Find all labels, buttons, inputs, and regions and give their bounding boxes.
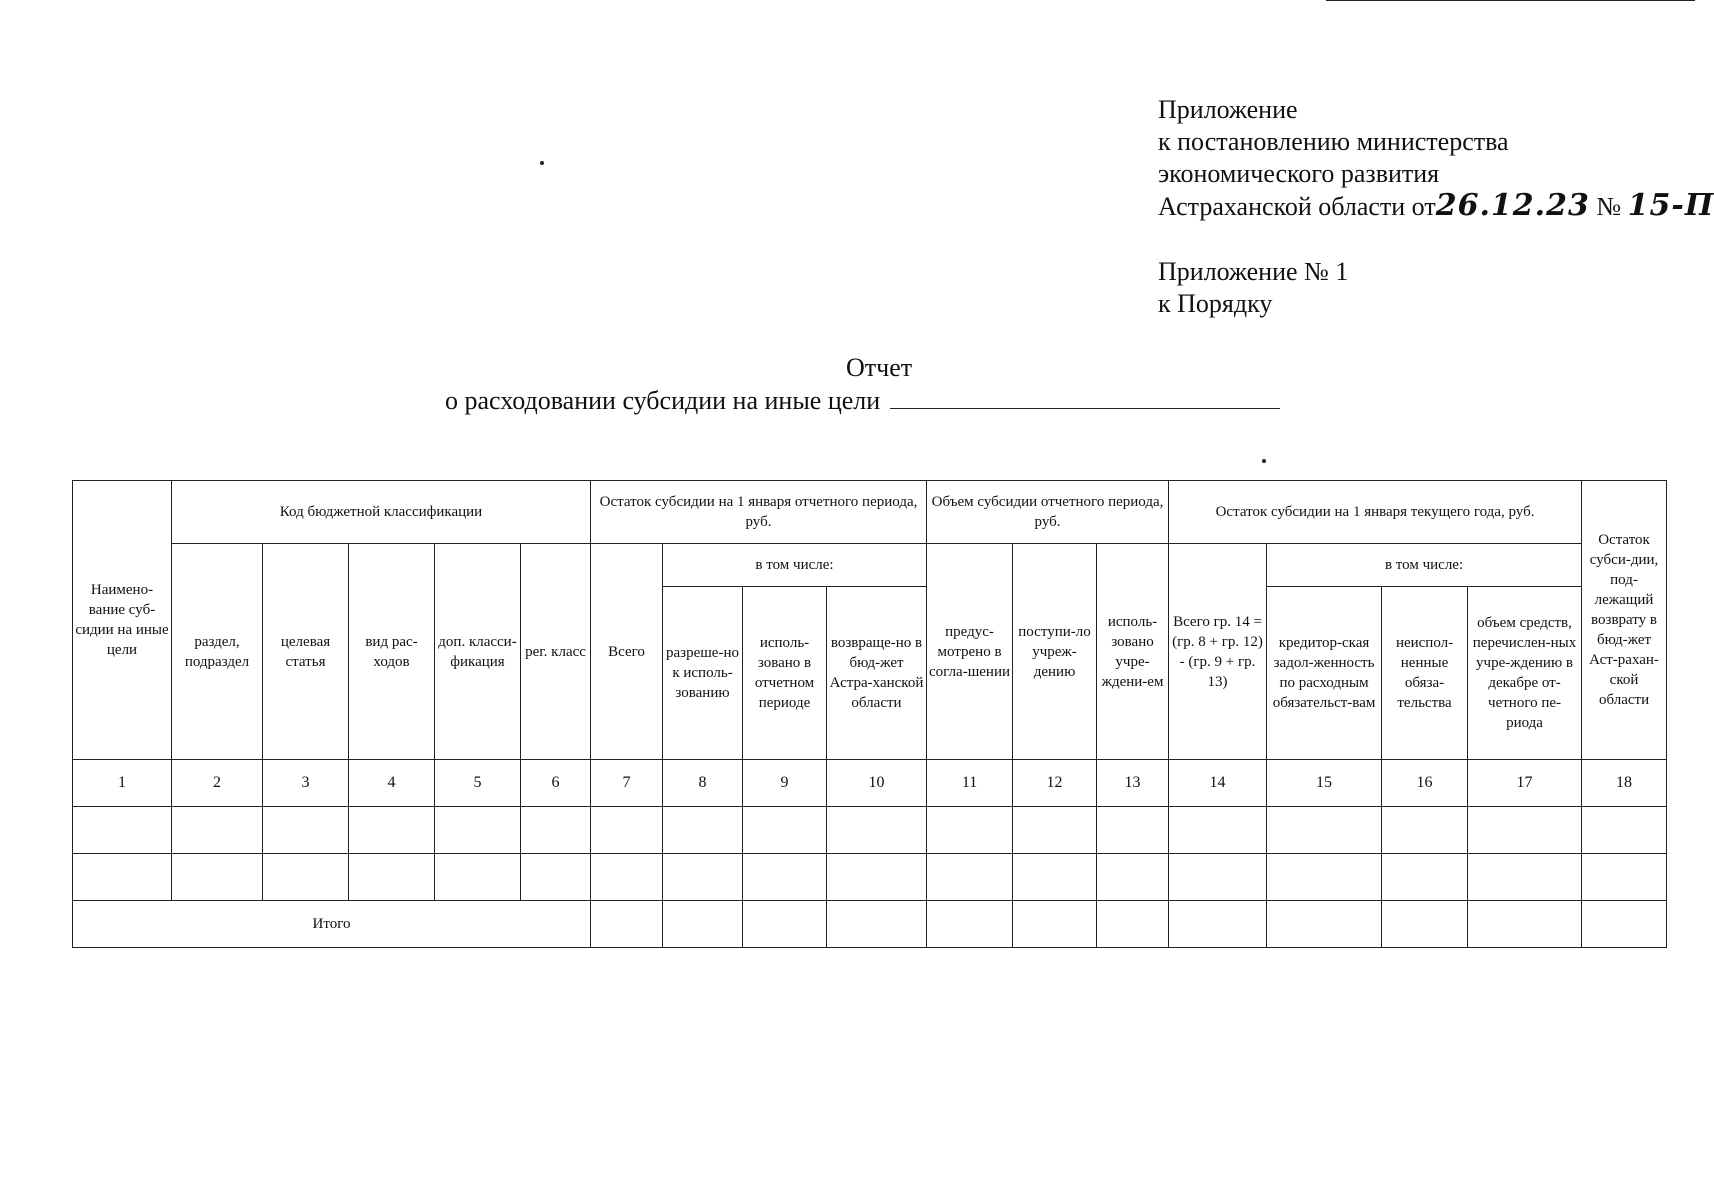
empty-cell xyxy=(1582,901,1667,948)
empty-cell xyxy=(1097,901,1169,948)
empty-cell xyxy=(172,807,263,854)
report-subtitle xyxy=(445,386,1280,416)
empty-cell xyxy=(743,901,827,948)
annex-line-4-prefix: Астраханской области от xyxy=(1158,192,1436,221)
empty-cell xyxy=(521,854,591,901)
empty-cell xyxy=(1267,807,1382,854)
header-kbk-reg: рег. класс xyxy=(521,544,591,760)
empty-cell xyxy=(1468,807,1582,854)
empty-cell xyxy=(1582,807,1667,854)
empty-cell xyxy=(1468,854,1582,901)
annex2-line-1: Приложение № 1 xyxy=(1158,257,1349,286)
header-subsidy-name: Наимено-вание суб-сидии на иные цели xyxy=(73,481,172,760)
header-returned: возвраще-но в бюд-жет Астра-ханской области xyxy=(827,587,927,760)
number-sign: № xyxy=(1596,192,1622,221)
annex-line-1: Приложение xyxy=(1158,95,1298,124)
report-table xyxy=(72,480,1667,948)
column-number: 3 xyxy=(263,760,349,807)
empty-cell xyxy=(1382,901,1468,948)
total-row xyxy=(73,901,1667,948)
annex-line-2: к постановлению министерства xyxy=(1158,127,1509,156)
column-number: 9 xyxy=(743,760,827,807)
empty-cell xyxy=(435,807,521,854)
header-used-period: исполь-зовано в отчетном периоде xyxy=(743,587,827,760)
empty-cell xyxy=(521,807,591,854)
header-volume-received: поступи-ло учреж-дению xyxy=(1013,544,1097,760)
empty-cell xyxy=(1267,854,1382,901)
empty-cell xyxy=(743,807,827,854)
annex-line-3: экономического развития xyxy=(1158,159,1440,188)
empty-cell xyxy=(1582,854,1667,901)
empty-cell xyxy=(663,901,743,948)
empty-cell xyxy=(591,854,663,901)
header-volume-planned: предус-мотрено в согла-шении xyxy=(927,544,1013,760)
empty-cell xyxy=(1097,854,1169,901)
top-border-line xyxy=(1326,0,1695,1)
empty-cell xyxy=(1013,901,1097,948)
column-number: 10 xyxy=(827,760,927,807)
empty-cell xyxy=(1382,854,1468,901)
empty-cell xyxy=(349,854,435,901)
header-kbk-section: раздел, подраздел xyxy=(172,544,263,760)
empty-cell xyxy=(827,901,927,948)
column-number: 4 xyxy=(349,760,435,807)
empty-cell xyxy=(263,854,349,901)
empty-cell xyxy=(1169,854,1267,901)
empty-cell xyxy=(827,854,927,901)
table-row xyxy=(73,807,1667,854)
empty-cell xyxy=(1169,807,1267,854)
column-number: 7 xyxy=(591,760,663,807)
empty-cell xyxy=(591,901,663,948)
header-volume-used: исполь-зовано учре-ждени-ем xyxy=(1097,544,1169,760)
empty-cell xyxy=(1013,854,1097,901)
empty-cell xyxy=(663,854,743,901)
empty-cell xyxy=(172,854,263,901)
empty-cell xyxy=(663,807,743,854)
empty-cell xyxy=(927,901,1013,948)
scan-speck xyxy=(540,161,544,165)
header-col18: Остаток субси-дии, под-лежащий возврату в бюд-жет Аст-рахан-ской области xyxy=(1582,481,1667,760)
header-allowed: разреше-но к исполь-зованию xyxy=(663,587,743,760)
header-unfulfilled: неиспол-ненные обяза-тельства xyxy=(1382,587,1468,760)
column-number: 14 xyxy=(1169,760,1267,807)
empty-cell xyxy=(1267,901,1382,948)
header-col14: Всего гр. 14 = (гр. 8 + гр. 12) - (гр. 9 + гр. 13) xyxy=(1169,544,1267,760)
table-row xyxy=(73,854,1667,901)
handwritten-number: 15-П xyxy=(1627,188,1714,223)
annex2-block xyxy=(1158,256,1348,320)
column-number: 11 xyxy=(927,760,1013,807)
empty-cell xyxy=(1468,901,1582,948)
handwritten-date: 26.12.23 xyxy=(1435,188,1590,223)
empty-cell xyxy=(1013,807,1097,854)
header-remain-start-group: Остаток субсидии на 1 января отчетного периода, руб. xyxy=(591,481,927,544)
empty-cell xyxy=(827,807,927,854)
scan-speck xyxy=(1262,459,1266,463)
annex-block xyxy=(1158,94,1714,223)
column-number: 16 xyxy=(1382,760,1468,807)
header-kbk-group: Код бюджетной классификации xyxy=(172,481,591,544)
report-subtitle-text: о расходовании субсидии на иные цели xyxy=(445,386,881,415)
column-number: 12 xyxy=(1013,760,1097,807)
header-kbk-expense-type: вид рас-ходов xyxy=(349,544,435,760)
empty-cell xyxy=(1169,901,1267,948)
annex-line-4 xyxy=(1158,190,1714,223)
header-volume-group: Объем субсидии отчетного периода, руб. xyxy=(927,481,1169,544)
empty-cell xyxy=(263,807,349,854)
header-total-7: Всего xyxy=(591,544,663,760)
blank-fill-line xyxy=(890,386,1280,409)
column-number: 1 xyxy=(73,760,172,807)
empty-cell xyxy=(927,854,1013,901)
column-number: 13 xyxy=(1097,760,1169,807)
column-number: 2 xyxy=(172,760,263,807)
header-incl-1: в том числе: xyxy=(663,544,927,587)
header-kbk-target: целевая статья xyxy=(263,544,349,760)
column-number: 8 xyxy=(663,760,743,807)
empty-cell xyxy=(591,807,663,854)
header-payables: кредитор-ская задол-женность по расходным обязательст-вам xyxy=(1267,587,1382,760)
empty-cell xyxy=(1382,807,1468,854)
empty-cell xyxy=(73,807,172,854)
empty-cell xyxy=(927,807,1013,854)
annex2-line-2: к Порядку xyxy=(1158,289,1273,318)
column-number: 6 xyxy=(521,760,591,807)
column-number: 15 xyxy=(1267,760,1382,807)
header-incl-2: в том числе: xyxy=(1267,544,1582,587)
empty-cell xyxy=(435,854,521,901)
column-number: 5 xyxy=(435,760,521,807)
header-kbk-extra: доп. класси-фикация xyxy=(435,544,521,760)
column-number: 17 xyxy=(1468,760,1582,807)
total-label: Итого xyxy=(73,901,591,948)
header-december-transfer: объем средств, перечислен-ных учре-ждению в декабре от-четного пе-риода xyxy=(1468,587,1582,760)
empty-cell xyxy=(73,854,172,901)
empty-cell xyxy=(743,854,827,901)
header-remain-current-group: Остаток субсидии на 1 января текущего года, руб. xyxy=(1169,481,1582,544)
report-title: Отчет xyxy=(846,353,913,382)
empty-cell xyxy=(1097,807,1169,854)
empty-cell xyxy=(349,807,435,854)
column-number: 18 xyxy=(1582,760,1667,807)
